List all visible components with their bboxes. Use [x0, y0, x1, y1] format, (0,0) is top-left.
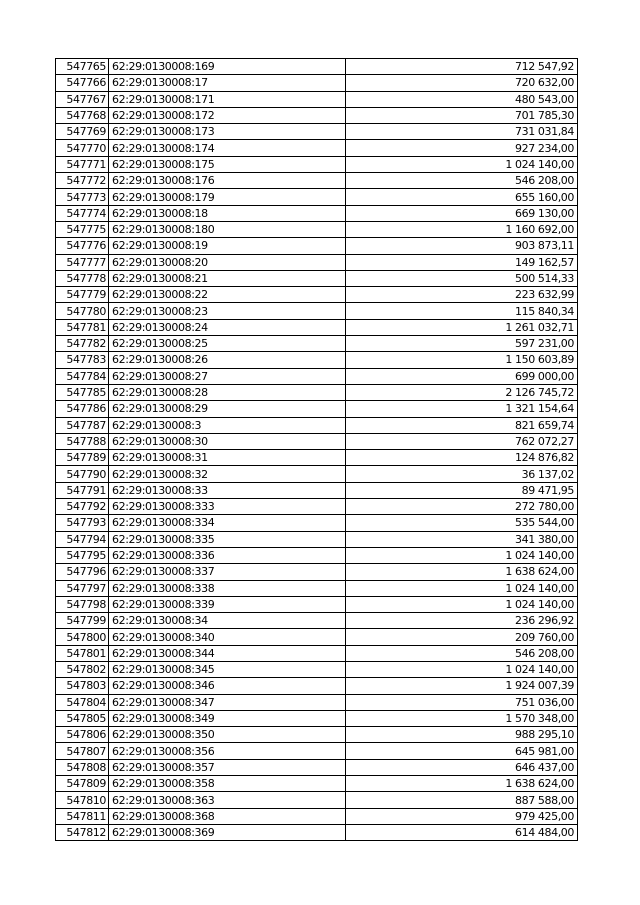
table-row [56, 287, 578, 303]
value-cell: 751 036,00 [346, 694, 578, 710]
cadastral-value-table [55, 58, 578, 841]
table-row [56, 580, 578, 596]
value-cell: 887 588,00 [346, 792, 578, 808]
table-row [56, 254, 578, 270]
row-id-cell: 547787 [56, 417, 109, 433]
row-id-cell: 547765 [56, 59, 109, 75]
cadastral-number-cell: 62:29:0130008:171 [109, 91, 346, 107]
cadastral-number-cell: 62:29:0130008:172 [109, 107, 346, 123]
cadastral-number-cell: 62:29:0130008:29 [109, 401, 346, 417]
cadastral-number-cell: 62:29:0130008:347 [109, 694, 346, 710]
cadastral-number-cell: 62:29:0130008:363 [109, 792, 346, 808]
cadastral-number-cell: 62:29:0130008:28 [109, 384, 346, 400]
table-row [56, 173, 578, 189]
value-cell: 762 072,27 [346, 433, 578, 449]
cadastral-number-cell: 62:29:0130008:345 [109, 661, 346, 677]
table-row [56, 384, 578, 400]
table-row [56, 205, 578, 221]
cadastral-number-cell: 62:29:0130008:18 [109, 205, 346, 221]
table-row [56, 221, 578, 237]
table-row [56, 75, 578, 91]
row-id-cell: 547791 [56, 482, 109, 498]
table-row [56, 645, 578, 661]
cadastral-number-cell: 62:29:0130008:23 [109, 303, 346, 319]
cadastral-number-cell: 62:29:0130008:333 [109, 499, 346, 515]
cadastral-number-cell: 62:29:0130008:337 [109, 564, 346, 580]
row-id-cell: 547780 [56, 303, 109, 319]
row-id-cell: 547802 [56, 661, 109, 677]
cadastral-number-cell: 62:29:0130008:349 [109, 710, 346, 726]
value-cell: 712 547,92 [346, 59, 578, 75]
value-cell: 89 471,95 [346, 482, 578, 498]
value-cell: 699 000,00 [346, 368, 578, 384]
table-row [56, 661, 578, 677]
row-id-cell: 547766 [56, 75, 109, 91]
row-id-cell: 547785 [56, 384, 109, 400]
table-row [56, 710, 578, 726]
row-id-cell: 547797 [56, 580, 109, 596]
table-row [56, 564, 578, 580]
value-cell: 480 543,00 [346, 91, 578, 107]
value-cell: 1 024 140,00 [346, 596, 578, 612]
row-id-cell: 547792 [56, 499, 109, 515]
value-cell: 546 208,00 [346, 173, 578, 189]
cadastral-number-cell: 62:29:0130008:173 [109, 124, 346, 140]
value-cell: 1 160 692,00 [346, 221, 578, 237]
value-cell: 669 130,00 [346, 205, 578, 221]
cadastral-number-cell: 62:29:0130008:346 [109, 678, 346, 694]
cadastral-number-cell: 62:29:0130008:27 [109, 368, 346, 384]
value-cell: 209 760,00 [346, 629, 578, 645]
table-row [56, 596, 578, 612]
table-row [56, 124, 578, 140]
table-row [56, 629, 578, 645]
row-id-cell: 547795 [56, 547, 109, 563]
cadastral-number-cell: 62:29:0130008:24 [109, 319, 346, 335]
cadastral-number-cell: 62:29:0130008:369 [109, 824, 346, 840]
row-id-cell: 547777 [56, 254, 109, 270]
table-row [56, 433, 578, 449]
row-id-cell: 547773 [56, 189, 109, 205]
value-cell: 614 484,00 [346, 824, 578, 840]
value-cell: 731 031,84 [346, 124, 578, 140]
cadastral-number-cell: 62:29:0130008:21 [109, 270, 346, 286]
cadastral-number-cell: 62:29:0130008:356 [109, 743, 346, 759]
table-row [56, 515, 578, 531]
row-id-cell: 547799 [56, 613, 109, 629]
table-row [56, 499, 578, 515]
cadastral-number-cell: 62:29:0130008:175 [109, 156, 346, 172]
table-row [56, 678, 578, 694]
value-cell: 988 295,10 [346, 727, 578, 743]
row-id-cell: 547806 [56, 727, 109, 743]
value-cell: 115 840,34 [346, 303, 578, 319]
value-cell: 821 659,74 [346, 417, 578, 433]
table-row [56, 824, 578, 840]
table-body [56, 59, 578, 841]
row-id-cell: 547767 [56, 91, 109, 107]
row-id-cell: 547796 [56, 564, 109, 580]
value-cell: 645 981,00 [346, 743, 578, 759]
table-row [56, 59, 578, 75]
cadastral-number-cell: 62:29:0130008:344 [109, 645, 346, 661]
row-id-cell: 547768 [56, 107, 109, 123]
value-cell: 1 321 154,64 [346, 401, 578, 417]
cadastral-number-cell: 62:29:0130008:357 [109, 759, 346, 775]
row-id-cell: 547788 [56, 433, 109, 449]
value-cell: 1 150 603,89 [346, 352, 578, 368]
table-row [56, 156, 578, 172]
cadastral-number-cell: 62:29:0130008:174 [109, 140, 346, 156]
table-row [56, 727, 578, 743]
value-cell: 701 785,30 [346, 107, 578, 123]
cadastral-number-cell: 62:29:0130008:340 [109, 629, 346, 645]
value-cell: 149 162,57 [346, 254, 578, 270]
cadastral-number-cell: 62:29:0130008:350 [109, 727, 346, 743]
value-cell: 655 160,00 [346, 189, 578, 205]
row-id-cell: 547782 [56, 336, 109, 352]
cadastral-number-cell: 62:29:0130008:176 [109, 173, 346, 189]
table-row [56, 450, 578, 466]
value-cell: 236 296,92 [346, 613, 578, 629]
table-row [56, 270, 578, 286]
value-cell: 1 638 624,00 [346, 776, 578, 792]
row-id-cell: 547786 [56, 401, 109, 417]
row-id-cell: 547807 [56, 743, 109, 759]
value-cell: 1 024 140,00 [346, 547, 578, 563]
row-id-cell: 547801 [56, 645, 109, 661]
cadastral-number-cell: 62:29:0130008:22 [109, 287, 346, 303]
value-cell: 903 873,11 [346, 238, 578, 254]
cadastral-number-cell: 62:29:0130008:25 [109, 336, 346, 352]
cadastral-number-cell: 62:29:0130008:335 [109, 531, 346, 547]
table-row [56, 368, 578, 384]
value-cell: 927 234,00 [346, 140, 578, 156]
cadastral-number-cell: 62:29:0130008:26 [109, 352, 346, 368]
row-id-cell: 547808 [56, 759, 109, 775]
value-cell: 1 261 032,71 [346, 319, 578, 335]
table-row [56, 91, 578, 107]
table-row [56, 547, 578, 563]
row-id-cell: 547809 [56, 776, 109, 792]
table-row [56, 336, 578, 352]
row-id-cell: 547789 [56, 450, 109, 466]
table-row [56, 189, 578, 205]
row-id-cell: 547790 [56, 466, 109, 482]
value-cell: 1 024 140,00 [346, 661, 578, 677]
row-id-cell: 547779 [56, 287, 109, 303]
table-row [56, 776, 578, 792]
table-row [56, 319, 578, 335]
row-id-cell: 547812 [56, 824, 109, 840]
row-id-cell: 547784 [56, 368, 109, 384]
value-cell: 535 544,00 [346, 515, 578, 531]
cadastral-number-cell: 62:29:0130008:336 [109, 547, 346, 563]
cadastral-number-cell: 62:29:0130008:179 [109, 189, 346, 205]
cadastral-number-cell: 62:29:0130008:169 [109, 59, 346, 75]
cadastral-number-cell: 62:29:0130008:338 [109, 580, 346, 596]
cadastral-number-cell: 62:29:0130008:19 [109, 238, 346, 254]
value-cell: 223 632,99 [346, 287, 578, 303]
cadastral-number-cell: 62:29:0130008:31 [109, 450, 346, 466]
table-row [56, 808, 578, 824]
cadastral-number-cell: 62:29:0130008:3 [109, 417, 346, 433]
table-row [56, 482, 578, 498]
row-id-cell: 547771 [56, 156, 109, 172]
table-row [56, 352, 578, 368]
cadastral-number-cell: 62:29:0130008:334 [109, 515, 346, 531]
row-id-cell: 547805 [56, 710, 109, 726]
value-cell: 341 380,00 [346, 531, 578, 547]
row-id-cell: 547798 [56, 596, 109, 612]
table-row [56, 792, 578, 808]
row-id-cell: 547794 [56, 531, 109, 547]
table-row [56, 759, 578, 775]
row-id-cell: 547783 [56, 352, 109, 368]
value-cell: 1 024 140,00 [346, 156, 578, 172]
cadastral-number-cell: 62:29:0130008:34 [109, 613, 346, 629]
row-id-cell: 547811 [56, 808, 109, 824]
row-id-cell: 547776 [56, 238, 109, 254]
cadastral-number-cell: 62:29:0130008:368 [109, 808, 346, 824]
value-cell: 646 437,00 [346, 759, 578, 775]
value-cell: 1 024 140,00 [346, 580, 578, 596]
value-cell: 1 924 007,39 [346, 678, 578, 694]
value-cell: 1 570 348,00 [346, 710, 578, 726]
row-id-cell: 547769 [56, 124, 109, 140]
row-id-cell: 547770 [56, 140, 109, 156]
row-id-cell: 547774 [56, 205, 109, 221]
cadastral-number-cell: 62:29:0130008:32 [109, 466, 346, 482]
table-row [56, 613, 578, 629]
row-id-cell: 547793 [56, 515, 109, 531]
value-cell: 124 876,82 [346, 450, 578, 466]
value-cell: 1 638 624,00 [346, 564, 578, 580]
row-id-cell: 547803 [56, 678, 109, 694]
table-row [56, 466, 578, 482]
table-row [56, 238, 578, 254]
cadastral-number-cell: 62:29:0130008:339 [109, 596, 346, 612]
table-row [56, 107, 578, 123]
row-id-cell: 547778 [56, 270, 109, 286]
table-row [56, 140, 578, 156]
value-cell: 500 514,33 [346, 270, 578, 286]
cadastral-number-cell: 62:29:0130008:358 [109, 776, 346, 792]
value-cell: 597 231,00 [346, 336, 578, 352]
table-row [56, 303, 578, 319]
table-row [56, 694, 578, 710]
table-row [56, 531, 578, 547]
cadastral-number-cell: 62:29:0130008:33 [109, 482, 346, 498]
table-row [56, 417, 578, 433]
row-id-cell: 547810 [56, 792, 109, 808]
cadastral-number-cell: 62:29:0130008:20 [109, 254, 346, 270]
row-id-cell: 547775 [56, 221, 109, 237]
table-row [56, 743, 578, 759]
cadastral-number-cell: 62:29:0130008:30 [109, 433, 346, 449]
value-cell: 546 208,00 [346, 645, 578, 661]
value-cell: 720 632,00 [346, 75, 578, 91]
row-id-cell: 547800 [56, 629, 109, 645]
value-cell: 979 425,00 [346, 808, 578, 824]
row-id-cell: 547804 [56, 694, 109, 710]
value-cell: 272 780,00 [346, 499, 578, 515]
row-id-cell: 547772 [56, 173, 109, 189]
table-row [56, 401, 578, 417]
cadastral-number-cell: 62:29:0130008:180 [109, 221, 346, 237]
value-cell: 2 126 745,72 [346, 384, 578, 400]
cadastral-number-cell: 62:29:0130008:17 [109, 75, 346, 91]
value-cell: 36 137,02 [346, 466, 578, 482]
row-id-cell: 547781 [56, 319, 109, 335]
